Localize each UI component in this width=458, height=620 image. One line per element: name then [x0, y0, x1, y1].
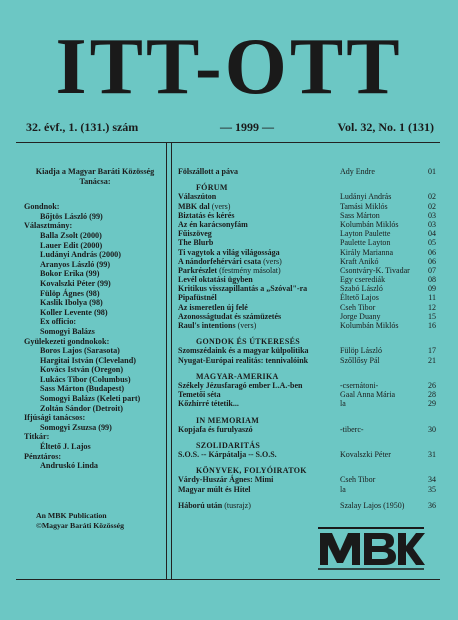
board-member: Éltető J. Lajos [40, 442, 91, 452]
toc-entry-title [178, 399, 239, 408]
toc-entry-title-text: Az én karácsonyfám [178, 219, 248, 229]
toc-entry-title [178, 450, 277, 459]
toc-entry [178, 293, 436, 302]
toc-entry-title [178, 475, 273, 484]
toc-entry-title-text: Parkrészlet [178, 265, 218, 275]
board-member: Aranyos László (99) [40, 259, 111, 269]
toc-entry-title [178, 266, 281, 275]
toc-entry [178, 303, 436, 312]
toc-entry-note: (vers) [261, 256, 282, 266]
toc-entry-page: 05 [428, 238, 436, 248]
board-role-label: Gondnok: [24, 202, 60, 212]
toc-entry [178, 192, 436, 201]
toc-entry-title [178, 220, 248, 229]
toc-entry [178, 485, 436, 494]
content-frame [16, 142, 440, 580]
toc-entry [178, 275, 436, 284]
toc-entry-title [178, 303, 248, 312]
board-member: Kovács István (Oregon) [40, 365, 124, 375]
toc-entry [178, 381, 436, 390]
toc-entry [178, 356, 436, 365]
toc-entry-title-text: Fölszállott a páva [178, 167, 238, 176]
toc-entry-title [178, 346, 309, 355]
toc-entry-title [178, 238, 213, 247]
board-role-label: Pénztáros: [24, 451, 62, 461]
toc-entry-author: la [340, 399, 346, 409]
toc-entry-author: Layton Paulette [340, 229, 391, 239]
toc-entry-page: 07 [428, 265, 436, 275]
toc-entry-note: (festmény másolat) [217, 265, 281, 275]
toc-entry [178, 390, 436, 399]
board-member: Somogyi Zsuzsa (99) [40, 422, 112, 432]
toc-entry-title-text: Válaszúton [178, 192, 217, 202]
toc-entry [178, 346, 436, 355]
toc-entry-author: Gaal Anna Mária [340, 390, 396, 400]
toc-entry-title [178, 381, 303, 390]
toc-entry [178, 312, 436, 321]
toc-entry-author: Kolumbán Miklós [340, 219, 399, 229]
toc-entry-author: Kovalszki Péter [340, 450, 391, 460]
issue-volume: Vol. 32, No. 1 (131) [337, 120, 434, 134]
board-member: Somogyi Balázs (Keleti part) [40, 394, 141, 404]
toc-entry-page: 03 [428, 210, 436, 220]
board-member: Zoltán Sándor (Detroit) [40, 403, 123, 413]
toc-section-heading: GONDOK ÉS ÚTKERESÉS [196, 337, 300, 347]
toc-entry-page: 21 [428, 355, 436, 365]
toc-entry-title-text: The Blurb [178, 238, 214, 248]
toc-entry-author: Kraft Anikó [340, 256, 379, 266]
toc-entry-page: 28 [428, 390, 436, 400]
board-member: Ex officio: [40, 317, 77, 327]
toc-entry-author: Király Marianna [340, 247, 394, 257]
toc-entry-title-text: Szomszédaink és a magyar külpolitika [178, 346, 309, 356]
toc-entry-title-text: MBK dal [178, 201, 210, 211]
publisher-line: Kiadja a Magyar Baráti Közösség Tanácsa: [35, 167, 155, 186]
board-list [24, 202, 162, 471]
toc-entry-page: 29 [428, 399, 436, 409]
toc-entry-title [178, 211, 234, 220]
mbk-logo [316, 521, 426, 571]
toc-entry [178, 266, 436, 275]
board-member: Boros Lajos (Sarasota) [40, 346, 120, 356]
toc-entry-page: 34 [428, 475, 436, 485]
toc-entry [178, 229, 436, 238]
toc-entry-title-text: Várdy-Huszár Ágnes: Mimi [178, 475, 274, 485]
board-member: Fülöp Ágnes (98) [40, 288, 100, 298]
toc-entry-page: 08 [428, 275, 436, 285]
board-member: Hargitai István (Cleveland) [40, 355, 136, 365]
copyright-line: ©Magyar Baráti Közösség [36, 521, 124, 530]
board-member: Ludányi András (2000) [40, 250, 121, 260]
toc-entry [178, 284, 436, 293]
board-member: Lukács Tibor (Columbus) [40, 374, 131, 384]
board-member: Kovalszki Péter (99) [40, 278, 111, 288]
toc-entry-title-text: Azonosságtudat és számüzetés [178, 311, 282, 321]
masthead-column [24, 167, 162, 471]
toc-entry-page: 03 [428, 219, 436, 229]
toc-entry-author: Ludányi András [340, 192, 392, 202]
toc-entry [178, 202, 436, 211]
toc-entry-title-text: Kőzhírré tétetik... [178, 399, 239, 409]
board-role-label: Választmány: [24, 221, 73, 231]
toc-entry-title [178, 192, 216, 201]
toc-entry-author: -csernátoni- [340, 380, 379, 390]
toc-entry [178, 238, 436, 247]
toc-entry-page: 11 [428, 293, 436, 303]
toc-entry-page: 06 [428, 247, 436, 257]
toc-entry-page: 02 [428, 201, 436, 211]
toc-entry-title [178, 275, 253, 284]
toc-entry-title [178, 284, 307, 293]
toc-entry [178, 501, 436, 510]
toc-entry-title [178, 425, 253, 434]
toc-entry-title-text: Székely Jézusfaragó ember L.A.-ben [178, 380, 303, 390]
toc-entry-note: (vers) [235, 321, 257, 330]
toc-entry-note: (vers) [209, 201, 231, 211]
toc-entry-author: -tiberc- [340, 424, 364, 434]
masthead-title: ITT-OTT [55, 23, 403, 111]
toc-entry [178, 167, 436, 176]
toc-section-heading: KÖNYVEK, FOLYÓIRATOK [196, 466, 307, 476]
toc-entry [178, 211, 436, 220]
toc-entry-note: (tusrajz) [222, 500, 251, 510]
toc-entry-page: 35 [428, 484, 436, 494]
toc-entry-title-text: Temetői séta [178, 390, 221, 400]
publication-footer [36, 511, 166, 531]
toc-entry [178, 248, 436, 257]
toc-entry [178, 257, 436, 266]
toc-entry-page: 31 [428, 450, 436, 460]
toc-entry-title [178, 321, 256, 330]
toc-entry-page: 09 [428, 284, 436, 294]
toc-entry-title-text: Raul's intentions [178, 321, 236, 330]
toc-section-heading: MAGYAR-AMERIKA [196, 371, 279, 381]
toc-entry-title-text: Magyar múlt és Hítel [178, 484, 251, 494]
toc-section-heading: SZOLIDARITÁS [196, 440, 261, 450]
toc-entry-title [178, 312, 281, 321]
toc-entry-title [178, 390, 221, 399]
issue-year: — 1999 — [220, 120, 274, 134]
toc-entry-title [178, 202, 230, 211]
toc-entry-author: la [340, 484, 346, 494]
toc-entry-title-text: Pipafüstnél [178, 293, 217, 303]
toc-entry-author: Szőllősy Pál [340, 355, 380, 365]
toc-entry-author: Csontváry-K. Tivadar [340, 265, 410, 275]
toc-entry [178, 475, 436, 484]
table-of-contents [178, 167, 436, 510]
toc-entry-author: Szabó László [340, 284, 383, 294]
toc-entry-page: 04 [428, 229, 436, 239]
toc-entry-author: Éltető Lajos [340, 293, 379, 303]
board-member: Koller Levente (98) [40, 307, 108, 317]
board-member: Sass Márton (Budapest) [40, 384, 125, 394]
board-member: Kaslik Ibolya (98) [40, 298, 103, 308]
toc-entry-page: 12 [428, 302, 436, 312]
toc-entry-title [178, 248, 280, 257]
toc-entry-author: Kolumbán Miklós [340, 321, 399, 330]
toc-entry-author: Tamási Miklós [340, 201, 388, 211]
toc-entry-title-text: Fűiszöveg [178, 229, 212, 239]
toc-entry-page: 01 [428, 167, 436, 176]
issue-number: 32. évf., 1. (131.) szám [26, 120, 139, 134]
toc-entry-title-text: Kopjafa és furulyaszó [178, 424, 253, 434]
toc-spacer [178, 494, 436, 501]
toc-entry-title [178, 167, 238, 176]
toc-entry-page: 30 [428, 424, 436, 434]
toc-section-heading: IN MEMORIAM [196, 415, 260, 425]
toc-entry-title-text: Kritikus visszapillantás a „Szóval"-ra [178, 284, 308, 294]
toc-entry [178, 425, 436, 434]
toc-entry-page: 26 [428, 380, 436, 390]
board-role-label: Ifjúsági tanácsos: [24, 413, 86, 423]
toc-entry-page: 06 [428, 256, 436, 266]
toc-entry-title [178, 356, 308, 365]
toc-entry-author: Ady Endre [340, 167, 375, 176]
toc-entry-title [178, 257, 282, 266]
board-member: Lauer Edit (2000) [40, 240, 103, 250]
toc-entry-title [178, 485, 251, 494]
toc-entry-title-text: A nándorfehérvári csata [178, 256, 262, 266]
board-member: Bokor Erika (99) [40, 269, 100, 279]
toc-entry-author: Egy cserediák [340, 275, 386, 285]
toc-spacer [178, 365, 436, 372]
toc-entry-title [178, 229, 212, 238]
toc-entry [178, 399, 436, 408]
board-member: Balla Zsolt (2000) [40, 230, 102, 240]
toc-entry-author: Fülöp László [340, 346, 382, 356]
board-member: Bőjtös László (99) [40, 211, 103, 221]
board-role-label: Gyülekezeti gondnokok: [24, 336, 110, 346]
toc-entry-title-text: Az ismeretlen új felé [178, 302, 248, 312]
board-member: Somogyi Balázs [40, 326, 95, 336]
board-member: Andruskó Linda [40, 461, 99, 471]
toc-entry-author: Cseh Tibor [340, 302, 376, 312]
toc-entry-title-text: Ti vagytok a világ világossága [178, 247, 280, 257]
board-role-label: Titkár: [24, 432, 50, 442]
issue-bar [18, 118, 440, 138]
toc-spacer [178, 409, 436, 416]
toc-entry-title-text: Nyugat-Európai realitás: tennivalóink [178, 355, 309, 365]
toc-spacer [178, 434, 436, 441]
toc-entry-author: Szalay Lajos (1950) [340, 500, 405, 510]
toc-entry-author: Cseh Tibor [340, 475, 376, 485]
toc-entry-title-text: Háború után [178, 500, 223, 510]
toc-entry-title [178, 501, 251, 510]
toc-entry-title-text: Biztatás és kérés [178, 210, 235, 220]
toc-entry-page: 36 [428, 500, 436, 510]
toc-entry-author: Jorge Duany [340, 311, 381, 321]
toc-entry [178, 220, 436, 229]
toc-entry-title [178, 293, 217, 302]
toc-entry-page: 15 [428, 311, 436, 321]
toc-entry [178, 321, 436, 330]
toc-entry-author: Paulette Layton [340, 238, 391, 248]
toc-entry-page: 17 [428, 346, 436, 356]
toc-entry-title-text: S.O.S. -- Kárpátalja -- S.O.S. [178, 450, 277, 460]
publication-line: An MBK Publication [36, 511, 107, 520]
toc-entry-page: 16 [428, 321, 436, 330]
toc-entry-author: Sass Márton [340, 210, 380, 220]
toc-section-heading: FÓRUM [196, 183, 228, 193]
toc-entry-title-text: Levél oktatási ügyben [178, 275, 253, 285]
toc-entry [178, 450, 436, 459]
toc-entry-page: 02 [428, 192, 436, 202]
column-divider [166, 143, 172, 579]
